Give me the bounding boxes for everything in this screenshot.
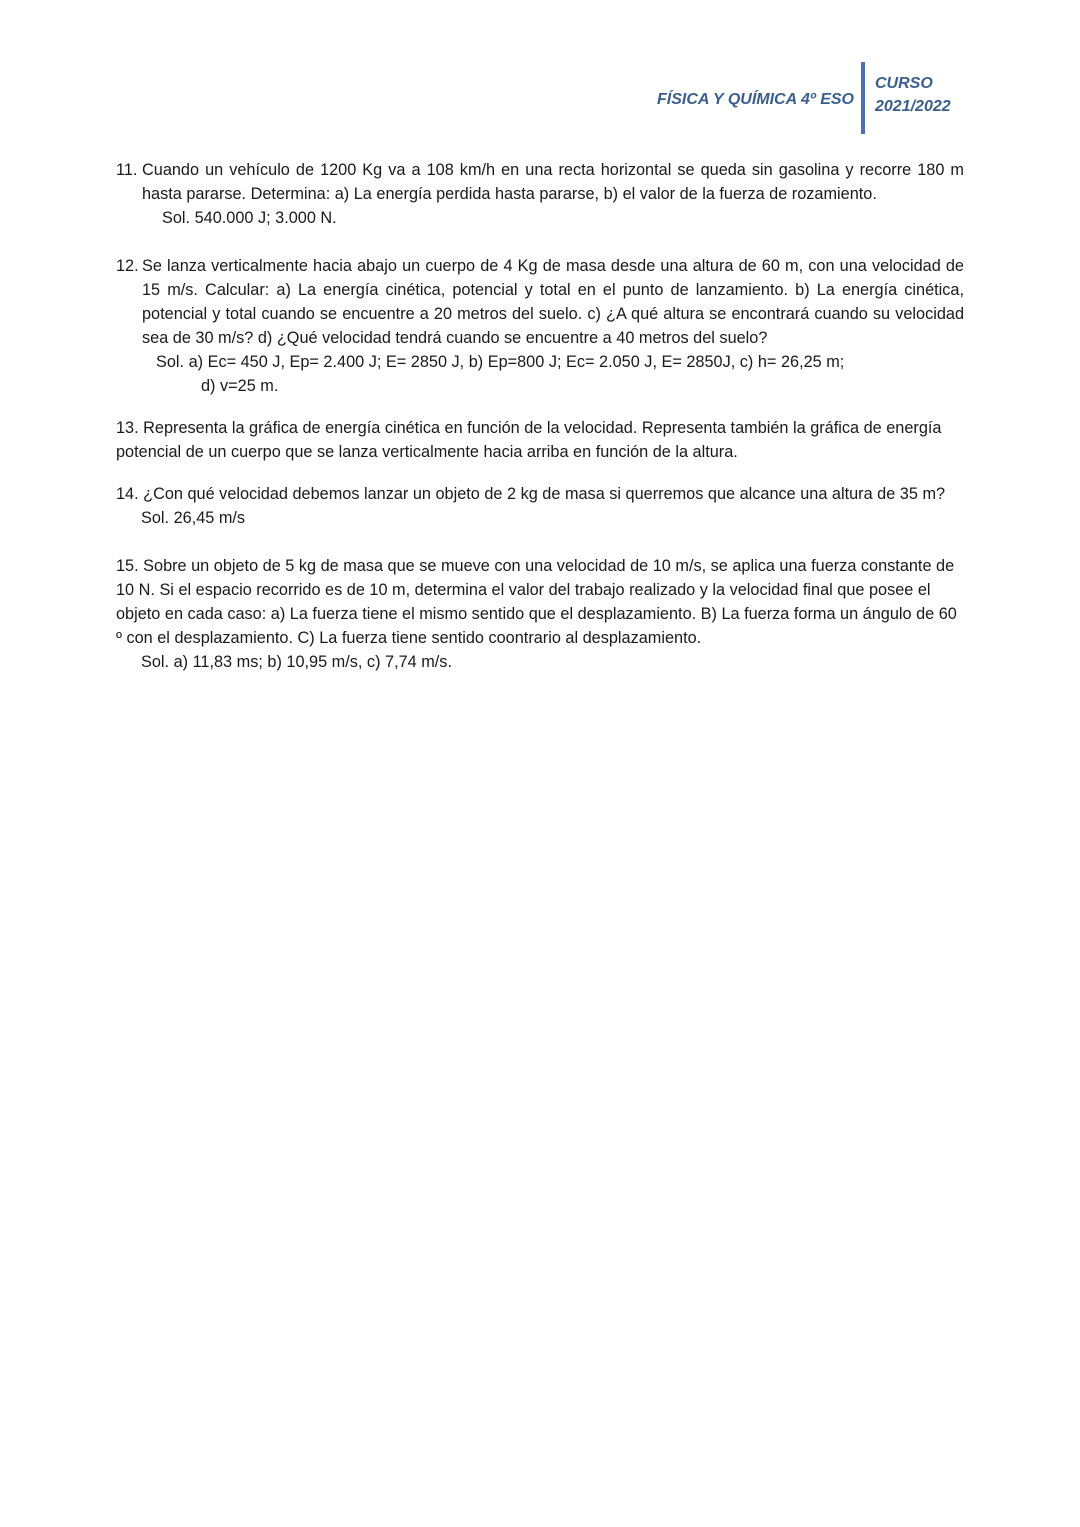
problem-12-solution-line2: d) v=25 m. bbox=[201, 377, 279, 395]
problem-13-text: 13. Representa la gráfica de energía cinética en función de la velocidad. Representa también la gráfica de energía potencial de un cuerpo que se lanza verticalmente hacia arriba en función de la altura. bbox=[116, 419, 942, 461]
header-divider bbox=[861, 62, 865, 134]
header-course-year: 2021/2022 bbox=[875, 98, 951, 115]
problem-14 bbox=[116, 482, 964, 530]
problem-12-solution-line1: Sol. a) Ec= 450 J, Ep= 2.400 J; E= 2850 J, b) Ep=800 J; Ec= 2.050 J, E= 2850J, c) h= 26,25 m; bbox=[156, 353, 845, 371]
document-body bbox=[116, 158, 964, 698]
header-course-label: CURSO bbox=[875, 75, 933, 92]
problem-12-text: Se lanza verticalmente hacia abajo un cuerpo de 4 Kg de masa desde una altura de 60 m, con una velocidad de 15 m/s. Calcular: a) La energía cinética, potencial y total en el punto de lanzamiento. b) La energía cinética, potencial y total cuando se encuentre a 20 metros del suelo. c) ¿A qué altura se encontrará cuando su velocidad sea de 30 m/s? d) ¿Qué velocidad tendrá cuando se encuentre a 40 metros del suelo? bbox=[142, 257, 964, 347]
problem-11 bbox=[116, 158, 964, 230]
problem-15 bbox=[116, 554, 964, 674]
header-subject: FÍSICA Y QUÍMICA 4º ESO bbox=[657, 91, 854, 108]
problem-14-text: 14. ¿Con qué velocidad debemos lanzar un objeto de 2 kg de masa si querremos que alcance una altura de 35 m? bbox=[116, 485, 946, 503]
header-course bbox=[875, 72, 951, 118]
problem-12-number: 12. bbox=[116, 257, 139, 275]
problem-12 bbox=[116, 254, 964, 398]
problem-15-solution: Sol. a) 11,83 ms; b) 10,95 m/s, c) 7,74 m/s. bbox=[141, 653, 452, 671]
problem-12-statement bbox=[116, 254, 964, 350]
problem-11-solution: Sol. 540.000 J; 3.000 N. bbox=[162, 209, 337, 227]
problem-11-statement bbox=[116, 158, 964, 206]
problem-15-text: 15. Sobre un objeto de 5 kg de masa que se mueve con una velocidad de 10 m/s, se aplica una fuerza constante de 10 N. Si el espacio recorrido es de 10 m, determina el valor del trabajo realizado y la velocidad final que posee el objeto en cada caso: a) La fuerza tiene el mismo sentido que el desplazamiento. B) La fuerza forma un ángulo de 60 º con el desplazamiento. C) La fuerza tiene sentido coontrario al desplazamiento. bbox=[116, 557, 957, 647]
page-header bbox=[0, 62, 1080, 138]
problem-11-number: 11. bbox=[116, 161, 138, 179]
problem-11-text: Cuando un vehículo de 1200 Kg va a 108 km/h en una recta horizontal se queda sin gasolina y recorre 180 m hasta pararse. Determina: a) La energía perdida hasta pararse, b) el valor de la fuerza de rozamiento. bbox=[142, 161, 964, 203]
problem-14-solution: Sol. 26,45 m/s bbox=[141, 509, 246, 527]
problem-13 bbox=[116, 416, 964, 464]
